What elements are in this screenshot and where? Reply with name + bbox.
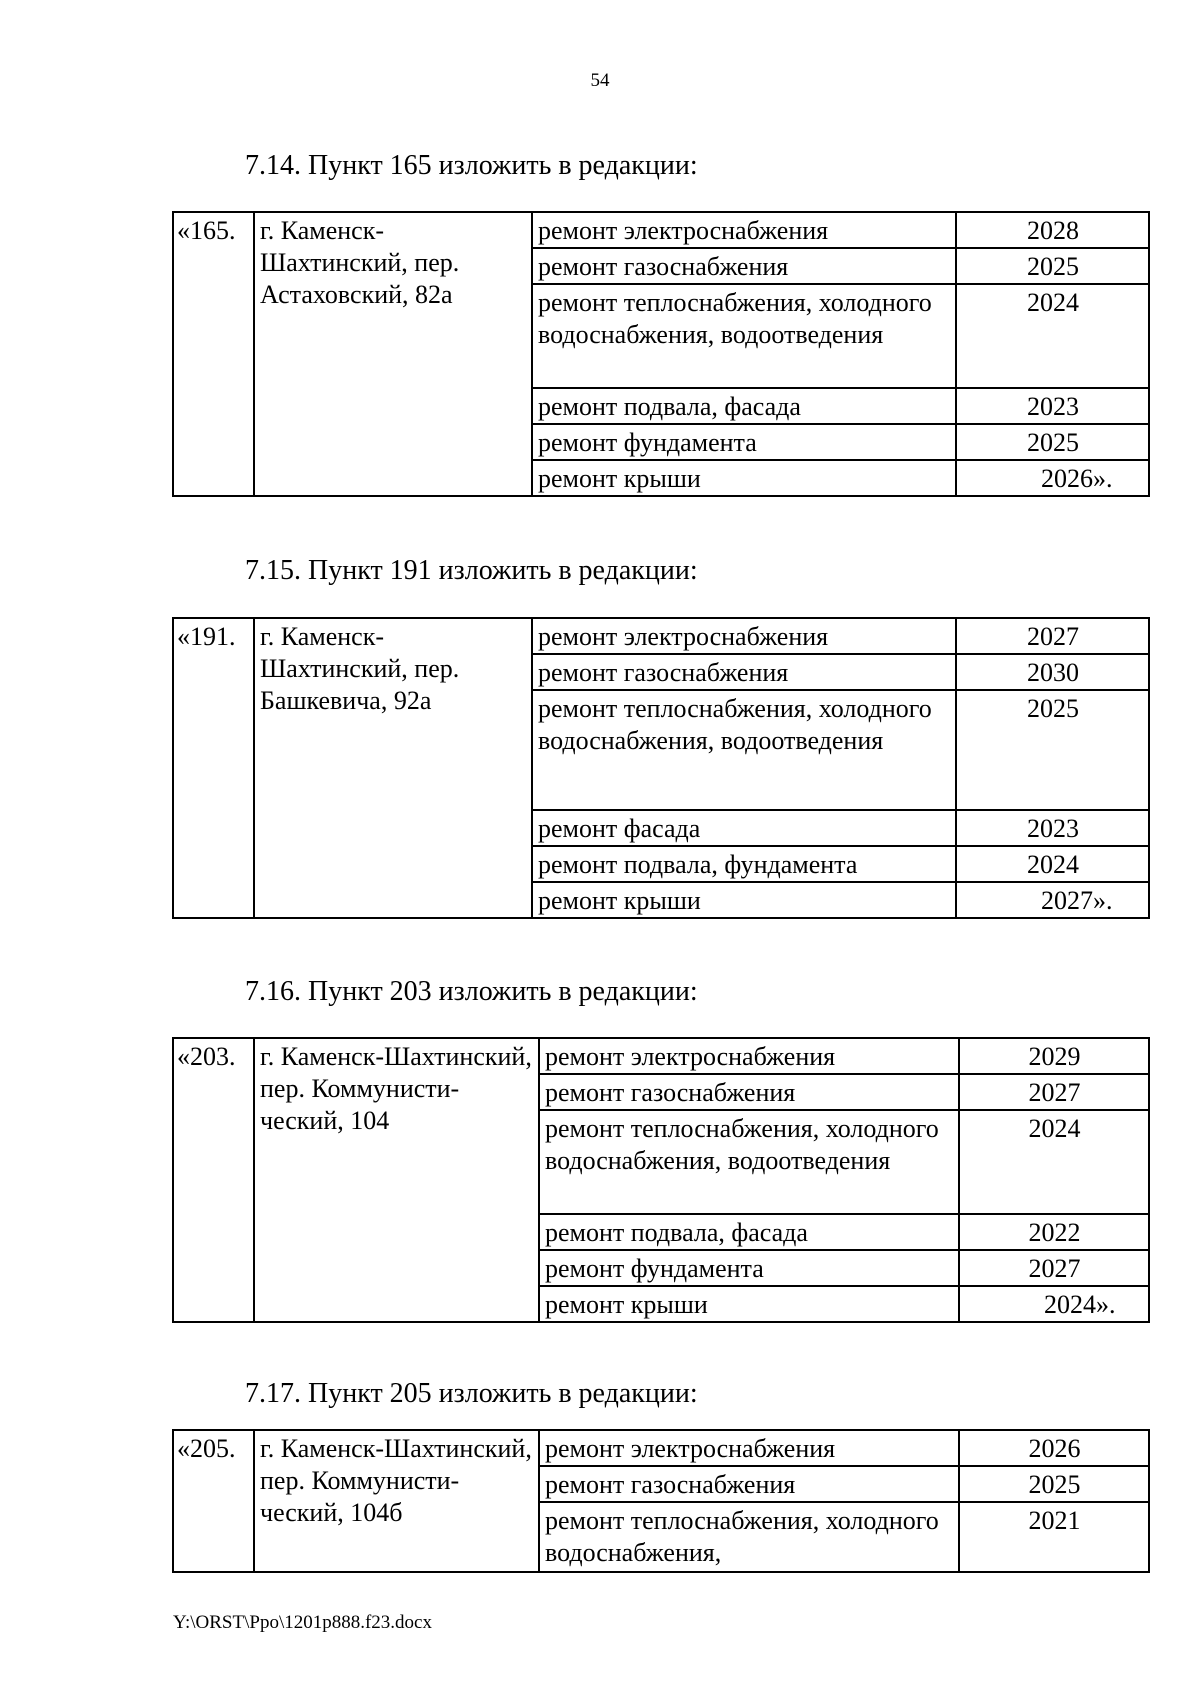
work-cell: ремонт газоснабжения (532, 248, 956, 284)
year-cell: 2028 (956, 212, 1149, 248)
year-cell: 2024 (959, 1110, 1149, 1214)
section-heading: 7.16. Пункт 203 изложить в редакции: (245, 976, 698, 1007)
year-cell: 2029 (959, 1038, 1149, 1074)
work-cell: ремонт крыши (532, 882, 956, 918)
year-cell: 2026». (956, 460, 1149, 496)
row-index: «205. (173, 1430, 254, 1572)
work-cell: ремонт электроснабжения (539, 1430, 959, 1466)
address-cell: г. Каменск-Шахтинский, пер. Астаховский, 82а (254, 212, 532, 496)
address-cell: г. Каменск-Шахтинский, пер. Башкевича, 92а (254, 618, 532, 918)
work-cell: ремонт теплоснабжения, холодного водоснабжения, (539, 1502, 959, 1572)
row-index: «203. (173, 1038, 254, 1322)
registry-table (172, 1037, 1150, 1323)
section-heading: 7.17. Пункт 205 изложить в редакции: (245, 1378, 698, 1409)
year-cell: 2023 (956, 388, 1149, 424)
year-cell: 2024 (956, 284, 1149, 388)
row-index: «191. (173, 618, 254, 918)
year-cell: 2030 (956, 654, 1149, 690)
row-index: «165. (173, 212, 254, 496)
work-cell: ремонт газоснабжения (539, 1466, 959, 1502)
year-cell: 2021 (959, 1502, 1149, 1572)
year-cell: 2025 (959, 1466, 1149, 1502)
registry-table (172, 617, 1150, 919)
work-cell: ремонт электроснабжения (532, 212, 956, 248)
year-cell: 2027 (956, 618, 1149, 654)
year-cell: 2026 (959, 1430, 1149, 1466)
work-cell: ремонт фундамента (539, 1250, 959, 1286)
section-heading: 7.14. Пункт 165 изложить в редакции: (245, 150, 698, 181)
work-cell: ремонт теплоснабжения, холодного водоснабжения, водоотведения (539, 1110, 959, 1214)
work-cell: ремонт подвала, фасада (532, 388, 956, 424)
address-cell: г. Каменск-Шахтинский, пер. Коммунисти-ческий, 104б (254, 1430, 539, 1572)
work-cell: ремонт газоснабжения (539, 1074, 959, 1110)
work-cell: ремонт теплоснабжения, холодного водоснабжения, водоотведения (532, 690, 956, 810)
registry-table (172, 211, 1150, 497)
section-heading: 7.15. Пункт 191 изложить в редакции: (245, 555, 698, 586)
page-number: 54 (590, 70, 610, 91)
year-cell: 2027 (959, 1074, 1149, 1110)
address-cell: г. Каменск-Шахтинский, пер. Коммунисти-ческий, 104 (254, 1038, 539, 1322)
year-cell: 2025 (956, 690, 1149, 810)
work-cell: ремонт теплоснабжения, холодного водоснабжения, водоотведения (532, 284, 956, 388)
year-cell: 2022 (959, 1214, 1149, 1250)
registry-table (172, 1429, 1150, 1573)
work-cell: ремонт электроснабжения (532, 618, 956, 654)
work-cell: ремонт фасада (532, 810, 956, 846)
year-cell: 2025 (956, 424, 1149, 460)
work-cell: ремонт электроснабжения (539, 1038, 959, 1074)
work-cell: ремонт фундамента (532, 424, 956, 460)
year-cell: 2027 (959, 1250, 1149, 1286)
work-cell: ремонт подвала, фундамента (532, 846, 956, 882)
work-cell: ремонт крыши (539, 1286, 959, 1322)
work-cell: ремонт газоснабжения (532, 654, 956, 690)
year-cell: 2024». (959, 1286, 1149, 1322)
year-cell: 2025 (956, 248, 1149, 284)
file-path-footer: Y:\ORST\Ppo\1201p888.f23.docx (173, 1612, 432, 1633)
work-cell: ремонт крыши (532, 460, 956, 496)
year-cell: 2023 (956, 810, 1149, 846)
work-cell: ремонт подвала, фасада (539, 1214, 959, 1250)
year-cell: 2027». (956, 882, 1149, 918)
year-cell: 2024 (956, 846, 1149, 882)
